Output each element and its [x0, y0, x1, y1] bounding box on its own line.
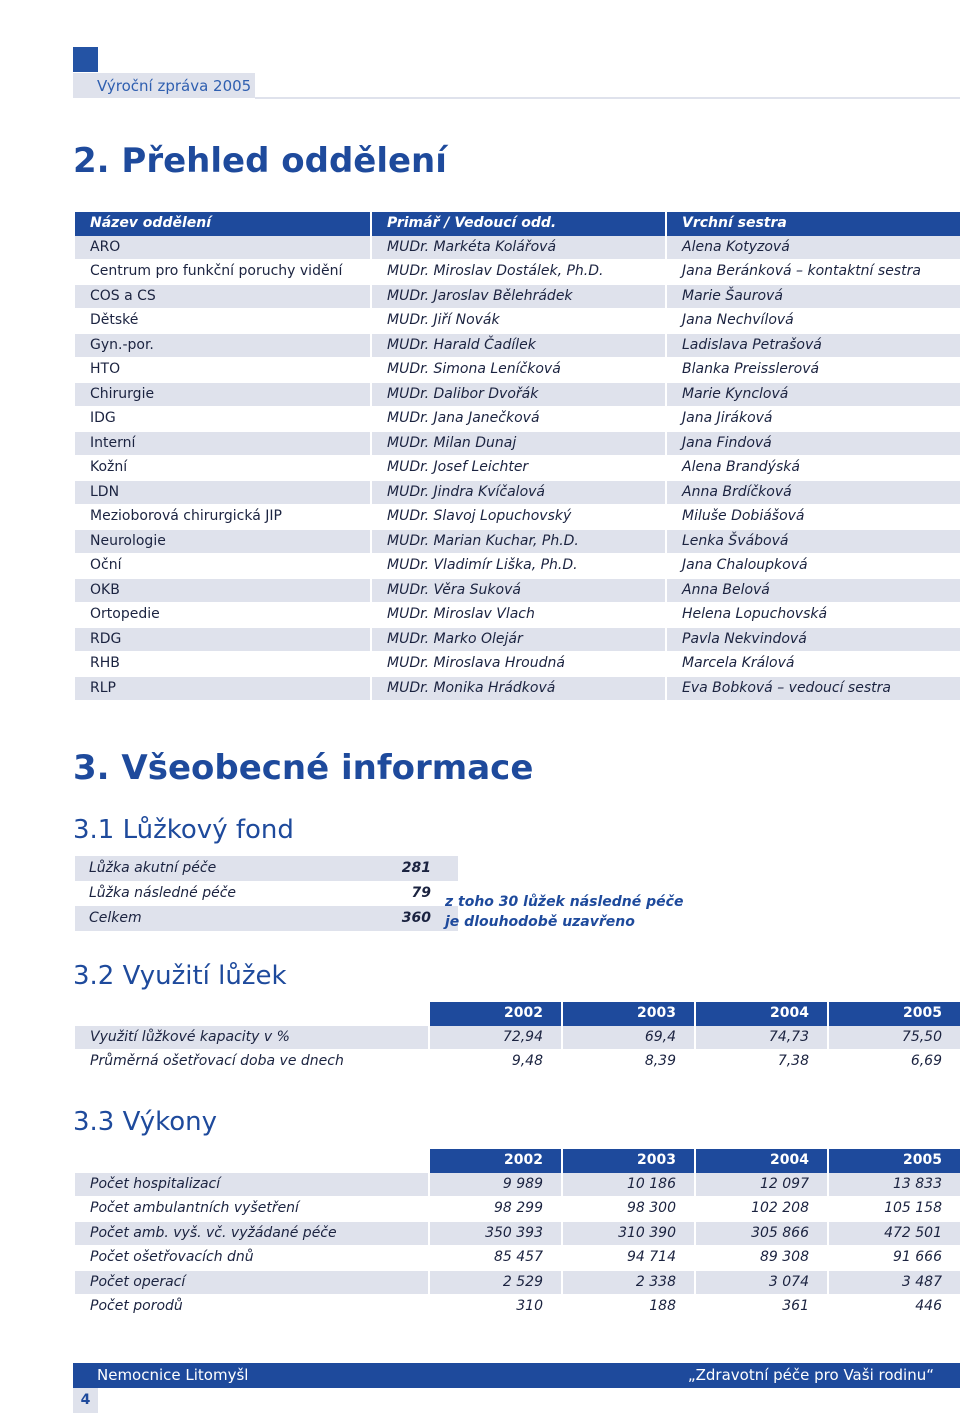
year-header: 2002	[428, 1002, 561, 1026]
usage-table	[75, 1002, 960, 1075]
column-header: Vrchní sestra	[665, 212, 960, 236]
row-value: 91 666	[827, 1246, 960, 1271]
row-value: 69,4	[561, 1026, 694, 1051]
section-3-title: 3. Všeobecné informace	[73, 748, 534, 788]
table-row	[75, 1295, 960, 1320]
bed-count: 281	[401, 860, 431, 876]
year-header: 2005	[827, 1149, 960, 1173]
header-rule	[255, 97, 960, 99]
table-row	[75, 856, 458, 881]
beds-note	[445, 892, 683, 932]
bed-category: Celkem	[89, 910, 142, 926]
row-value: 3 074	[694, 1271, 827, 1296]
year-header: 2004	[694, 1149, 827, 1173]
beds-table	[75, 856, 458, 931]
head-nurse: Miluše Dobiášová	[665, 505, 960, 530]
table-row	[75, 260, 960, 285]
beds-title: 3.1 Lůžkový fond	[73, 815, 294, 845]
department-head: MUDr. Marko Olejár	[370, 628, 665, 653]
bed-count: 79	[411, 885, 431, 901]
department-head: MUDr. Simona Leníčková	[370, 358, 665, 383]
head-nurse: Jana Beránková – kontaktní sestra	[665, 260, 960, 285]
head-nurse: Jana Nechvílová	[665, 309, 960, 334]
head-nurse: Lenka Švábová	[665, 530, 960, 555]
table-row	[75, 652, 960, 677]
beds-note-line-2: je dlouhodobě uzavřeno	[445, 914, 635, 930]
head-nurse: Anna Brdíčková	[665, 481, 960, 506]
table-row	[75, 603, 960, 628]
bed-count: 360	[401, 910, 431, 926]
head-nurse: Helena Lopuchovská	[665, 603, 960, 628]
head-nurse: Jana Jiráková	[665, 407, 960, 432]
department-head: MUDr. Jiří Novák	[370, 309, 665, 334]
table-row	[75, 432, 960, 457]
table-row	[75, 628, 960, 653]
head-nurse: Ladislava Petrašová	[665, 334, 960, 359]
table-row	[75, 236, 960, 261]
department-name: Ortopedie	[75, 603, 370, 628]
row-value: 188	[561, 1295, 694, 1320]
table-row	[75, 1271, 960, 1296]
header-blank	[75, 1149, 428, 1173]
row-value: 98 299	[428, 1197, 561, 1222]
row-value: 9,48	[428, 1050, 561, 1075]
head-nurse: Marie Kynclová	[665, 383, 960, 408]
header-square	[73, 47, 98, 72]
footer-hospital: Nemocnice Litomyšl	[97, 1366, 249, 1384]
row-value: 2 338	[561, 1271, 694, 1296]
row-value: 305 866	[694, 1222, 827, 1247]
page-number: 4	[73, 1388, 98, 1413]
department-head: MUDr. Miroslav Vlach	[370, 603, 665, 628]
department-head: MUDr. Věra Suková	[370, 579, 665, 604]
row-value: 102 208	[694, 1197, 827, 1222]
department-head: MUDr. Jaroslav Bělehrádek	[370, 285, 665, 310]
row-value: 2 529	[428, 1271, 561, 1296]
department-head: MUDr. Jana Janečková	[370, 407, 665, 432]
head-nurse: Jana Chaloupková	[665, 554, 960, 579]
year-header: 2004	[694, 1002, 827, 1026]
row-label: Počet hospitalizací	[75, 1173, 428, 1198]
table-row	[75, 309, 960, 334]
table-row	[75, 1197, 960, 1222]
beds-note-line-1: z toho 30 lůžek následné péče	[445, 894, 684, 910]
row-label: Počet ošetřovacích dnů	[75, 1246, 428, 1271]
row-value: 3 487	[827, 1271, 960, 1296]
department-name: RHB	[75, 652, 370, 677]
row-value: 13 833	[827, 1173, 960, 1198]
row-label: Počet ambulantních vyšetření	[75, 1197, 428, 1222]
row-label: Počet porodů	[75, 1295, 428, 1320]
table-row	[75, 285, 960, 310]
department-head: MUDr. Monika Hrádková	[370, 677, 665, 702]
row-value: 310	[428, 1295, 561, 1320]
table-row	[75, 1026, 960, 1051]
row-value: 72,94	[428, 1026, 561, 1051]
table-row	[75, 1173, 960, 1198]
row-value: 6,69	[827, 1050, 960, 1075]
usage-title: 3.2 Využití lůžek	[73, 961, 287, 991]
table-row	[75, 1246, 960, 1271]
head-nurse: Alena Kotyzová	[665, 236, 960, 261]
table-row	[75, 1222, 960, 1247]
performance-title: 3.3 Výkony	[73, 1107, 217, 1137]
table-row	[75, 334, 960, 359]
year-header: 2002	[428, 1149, 561, 1173]
department-name: LDN	[75, 481, 370, 506]
head-nurse: Jana Findová	[665, 432, 960, 457]
year-header: 2003	[561, 1002, 694, 1026]
table-row	[75, 505, 960, 530]
row-value: 12 097	[694, 1173, 827, 1198]
row-value: 310 390	[561, 1222, 694, 1247]
row-value: 472 501	[827, 1222, 960, 1247]
performance-table	[75, 1149, 960, 1320]
department-name: Oční	[75, 554, 370, 579]
row-value: 105 158	[827, 1197, 960, 1222]
department-name: ARO	[75, 236, 370, 261]
row-value: 9 989	[428, 1173, 561, 1198]
header-blank	[75, 1002, 428, 1026]
row-value: 75,50	[827, 1026, 960, 1051]
department-name: HTO	[75, 358, 370, 383]
section-2-title: 2. Přehled oddělení	[73, 141, 447, 181]
year-header: 2005	[827, 1002, 960, 1026]
head-nurse: Pavla Nekvindová	[665, 628, 960, 653]
department-name: Chirurgie	[75, 383, 370, 408]
column-header: Název oddělení	[75, 212, 370, 236]
table-row	[75, 383, 960, 408]
row-value: 7,38	[694, 1050, 827, 1075]
departments-table	[75, 212, 960, 701]
table-row	[75, 1050, 960, 1075]
row-value: 361	[694, 1295, 827, 1320]
row-value: 446	[827, 1295, 960, 1320]
table-row	[75, 358, 960, 383]
table-header-row	[75, 212, 960, 236]
department-name: Mezioborová chirurgická JIP	[75, 505, 370, 530]
row-value: 89 308	[694, 1246, 827, 1271]
department-name: IDG	[75, 407, 370, 432]
row-value: 94 714	[561, 1246, 694, 1271]
year-header: 2003	[561, 1149, 694, 1173]
row-value: 85 457	[428, 1246, 561, 1271]
table-row	[75, 881, 458, 906]
head-nurse: Alena Brandýská	[665, 456, 960, 481]
table-row	[75, 407, 960, 432]
department-name: OKB	[75, 579, 370, 604]
department-name: RDG	[75, 628, 370, 653]
department-head: MUDr. Jindra Kvíčalová	[370, 481, 665, 506]
table-row	[75, 554, 960, 579]
department-name: Neurologie	[75, 530, 370, 555]
table-row	[75, 456, 960, 481]
row-value: 74,73	[694, 1026, 827, 1051]
head-nurse: Eva Bobková – vedoucí sestra	[665, 677, 960, 702]
department-name: Dětské	[75, 309, 370, 334]
department-name: Centrum pro funkční poruchy vidění	[75, 260, 370, 285]
column-header: Primář / Vedoucí odd.	[370, 212, 665, 236]
row-label: Průměrná ošetřovací doba ve dnech	[75, 1050, 428, 1075]
department-head: MUDr. Harald Čadílek	[370, 334, 665, 359]
row-label: Počet operací	[75, 1271, 428, 1296]
head-nurse: Blanka Preisslerová	[665, 358, 960, 383]
department-name: Interní	[75, 432, 370, 457]
row-value: 8,39	[561, 1050, 694, 1075]
head-nurse: Marcela Králová	[665, 652, 960, 677]
row-value: 350 393	[428, 1222, 561, 1247]
department-head: MUDr. Miroslav Dostálek, Ph.D.	[370, 260, 665, 285]
table-header-row	[75, 1002, 960, 1026]
footer-slogan: „Zdravotní péče pro Vaši rodinu“	[687, 1366, 934, 1384]
department-name: RLP	[75, 677, 370, 702]
table-row	[75, 677, 960, 702]
department-head: MUDr. Vladimír Liška, Ph.D.	[370, 554, 665, 579]
row-label: Využití lůžkové kapacity v %	[75, 1026, 428, 1051]
bed-category: Lůžka následné péče	[89, 885, 237, 901]
department-head: MUDr. Josef Leichter	[370, 456, 665, 481]
department-name: Kožní	[75, 456, 370, 481]
department-name: Gyn.-por.	[75, 334, 370, 359]
row-value: 10 186	[561, 1173, 694, 1198]
department-name: COS a CS	[75, 285, 370, 310]
report-title: Výroční zpráva 2005	[97, 77, 252, 95]
table-row	[75, 906, 458, 931]
table-header-row	[75, 1149, 960, 1173]
table-row	[75, 579, 960, 604]
row-label: Počet amb. vyš. vč. vyžádané péče	[75, 1222, 428, 1247]
bed-category: Lůžka akutní péče	[89, 860, 217, 876]
department-head: MUDr. Milan Dunaj	[370, 432, 665, 457]
head-nurse: Anna Belová	[665, 579, 960, 604]
department-head: MUDr. Markéta Kolářová	[370, 236, 665, 261]
table-row	[75, 481, 960, 506]
row-value: 98 300	[561, 1197, 694, 1222]
department-head: MUDr. Slavoj Lopuchovský	[370, 505, 665, 530]
table-row	[75, 530, 960, 555]
head-nurse: Marie Šaurová	[665, 285, 960, 310]
department-head: MUDr. Miroslava Hroudná	[370, 652, 665, 677]
department-head: MUDr. Marian Kuchar, Ph.D.	[370, 530, 665, 555]
department-head: MUDr. Dalibor Dvořák	[370, 383, 665, 408]
